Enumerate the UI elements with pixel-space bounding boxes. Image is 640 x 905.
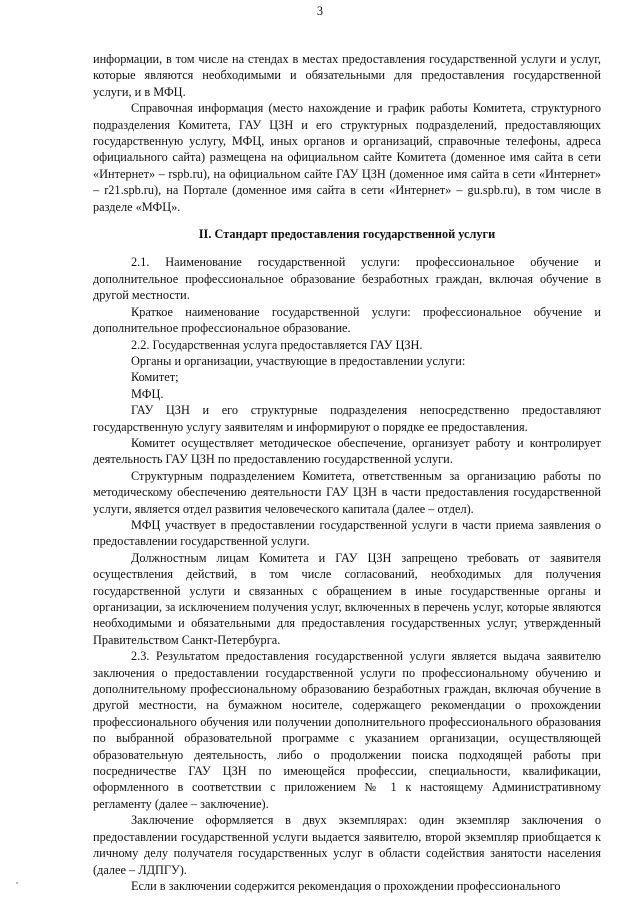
paragraph: Должностным лицам Комитета и ГАУ ЦЗН запрещено требовать от заявителя осуществления действий, в том числе согласований, необходимых для получения государственной услуги и связанных с обращением в иные государственные органы и организации, за исключением получения услуг, включенных в перечень услуг, которые являются необходимыми и обязательными для предоставления государственных услуг, утвержденный Правительством Санкт-Петербурга. xyxy=(93,550,601,647)
paragraph: 2.3. Результатом предоставления государственной услуги является выдача заявителю заключения о предоставлении государственной услуги по профессиональному обучению и дополнительному профессиональному образованию безработных граждан, включая обучение в другой местности, на бумажном носителе, содержащего рекомендации о прохождении профессионального обучения или получении дополнительного профессионального образования по выбранной образовательной программе с указанием организации, осуществляющей образовательную деятельность, либо о продолжении поиска подходящей работы при посредничестве ГАУ ЦЗН по имеющейся профессии, специальности, квалификации, оформленного в соответствии с приложением № 1 к настоящему Административному регламенту (далее – заключение). xyxy=(93,649,601,811)
paragraph: МФЦ. xyxy=(131,386,164,401)
paragraph: Краткое наименование государственной услуги: профессиональное обучение и дополнительное профессиональное образование. xyxy=(93,304,601,336)
document-body xyxy=(93,51,601,894)
paragraph: Комитет осуществляет методическое обеспечение, организует работу и контролирует деятельность ГАУ ЦЗН по предоставлению государственной услуги. xyxy=(93,435,601,467)
paragraph: ГАУ ЦЗН и его структурные подразделения непосредственно предоставляют государственную услугу заявителям и информируют о порядке ее предоставления. xyxy=(93,403,601,434)
paragraph: Справочная информация (место нахождение и график работы Комитета, структурного подразделения Комитета, ГАУ ЦЗН и его структурных подразделений, предоставляющих государственную услугу, МФЦ, иных органов и организаций, справочные телефоны, адреса официального сайта) размещена на официальном сайте Комитета (доменное имя сайта в сети «Интернет» – rspb.ru), на официальном сайте ГАУ ЦЗН (доменное имя сайта в сети «Интернет» – r21.spb.ru), на Портале (доменное имя сайта в сети «Интернет» – gu.spb.ru), в том числе в разделе «МФЦ». xyxy=(93,101,601,214)
page-number: 3 xyxy=(316,4,324,18)
scan-mark xyxy=(16,882,18,884)
section-title: II. Стандарт предоставления государственной услуги xyxy=(198,227,496,242)
paragraph: 2.1. Наименование государственной услуги: профессиональное обучение и дополнительное профессиональное образование безработных граждан, включая обучение в другой местности. xyxy=(93,255,601,303)
paragraph: информации, в том числе на стендах в местах предоставления государственной услуги и услуг, которые являются необходимыми и обязательными для предоставления государственной услуги, и в МФЦ. xyxy=(93,52,601,99)
paragraph: Если в заключении содержится рекомендация о прохождении профессионального xyxy=(131,878,561,893)
paragraph: Органы и организации, участвующие в предоставлении услуги: xyxy=(131,353,466,368)
paragraph: Комитет; xyxy=(131,370,179,385)
paragraph: МФЦ участвует в предоставлении государственной услуги в части приема заявления о предоставлении государственной услуги. xyxy=(93,517,601,549)
paragraph: 2.2. Государственная услуга предоставляется ГАУ ЦЗН. xyxy=(131,337,423,352)
paragraph: Структурным подразделением Комитета, ответственным за организацию работы по методическому обеспечению деятельности ГАУ ЦЗН в части предоставления государственной услуги, является отдел развития человеческого капитала (далее – отдел). xyxy=(93,468,601,516)
paragraph: Заключение оформляется в двух экземплярах: один экземпляр заключения о предоставлении государственной услуги выдается заявителю, второй экземпляр приобщается к личному делу получателя государственных услуг в области содействия занятости населения (далее – ЛДПГУ). xyxy=(93,813,601,877)
